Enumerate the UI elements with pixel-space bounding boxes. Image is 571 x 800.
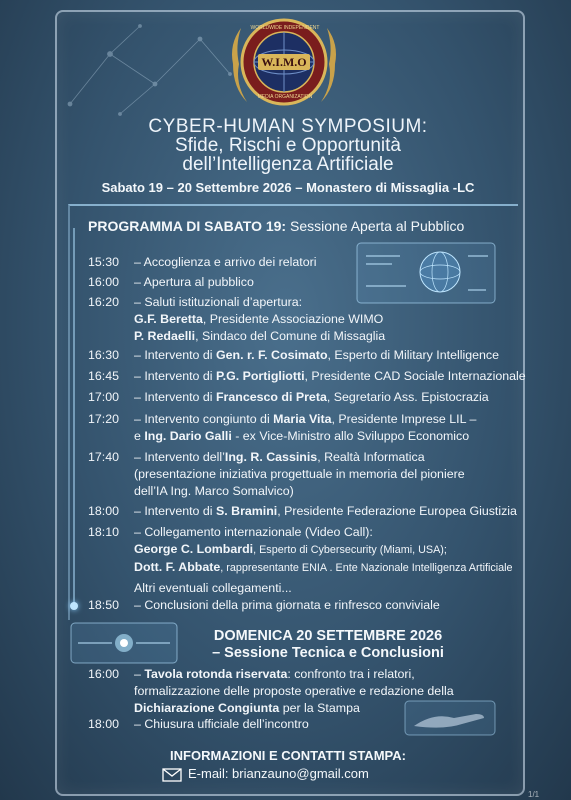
timeline-dot xyxy=(70,602,78,610)
row-text xyxy=(134,503,517,520)
schedule-row-1740 xyxy=(88,449,465,500)
schedule-row-1810 xyxy=(88,524,513,599)
schedule-row-1645 xyxy=(88,368,526,385)
speaker-role: , Presidente Imprese LIL – xyxy=(331,412,477,426)
email-text[interactable]: E-mail: brianzauno@gmail.com xyxy=(188,766,369,781)
speaker-name: Maria Vita xyxy=(273,412,332,426)
digital-brain-icon xyxy=(70,622,178,664)
speaker-role: , Esperto di Military Intelligence xyxy=(327,348,499,362)
row-time: 17:20 xyxy=(88,412,120,426)
sunday-subheading: – Sessione Tecnica e Conclusioni xyxy=(212,645,444,661)
row-text xyxy=(134,347,499,364)
title-line-1: CYBER-HUMAN SYMPOSIUM: xyxy=(148,116,428,137)
schedule-row-1850 xyxy=(88,597,440,614)
row-time: 16:20 xyxy=(88,295,120,309)
row-prefix: – Intervento di xyxy=(134,348,216,362)
row-prefix: e xyxy=(134,429,145,443)
row-time: 16:30 xyxy=(88,348,120,362)
row-prefix: – Intervento congiunto di xyxy=(134,412,274,426)
saturday-heading-sub: Sessione Aperta al Pubblico xyxy=(286,218,465,234)
speaker-name: P.G. Portigliotti xyxy=(215,369,305,383)
row-time: 18:00 xyxy=(88,504,120,518)
row-time: 17:40 xyxy=(88,450,120,464)
schedule-row-sunday-1800 xyxy=(88,716,309,733)
row-time: 16:45 xyxy=(88,369,120,383)
row-prefix: – xyxy=(134,667,145,681)
speaker-name: Gen. r. F. Cosimato xyxy=(215,348,328,362)
row-text: – Accoglienza e arrivo dei relatori xyxy=(134,255,317,269)
schedule-row-1530 xyxy=(88,254,317,271)
row-text-line1: – Saluti istituzionali d’apertura: xyxy=(134,295,303,309)
row-text: – Apertura al pubblico xyxy=(134,275,254,289)
row-note: per la Stampa xyxy=(279,701,360,715)
speaker-role: , Segretario Ass. Epistocrazia xyxy=(326,390,489,404)
speaker-role: , Presidente Federazione Europea Giustizia xyxy=(277,504,517,518)
schedule-row-1600 xyxy=(88,274,254,291)
schedule-row-1700 xyxy=(88,389,489,406)
row-prefix: – Intervento di xyxy=(134,504,216,518)
speaker-name: George C. Lombardi xyxy=(134,542,254,556)
row-time: 16:00 xyxy=(88,667,120,681)
schedule-row-1720 xyxy=(88,411,476,445)
row-time: 18:50 xyxy=(88,598,120,612)
schedule-row-sunday-1600 xyxy=(88,666,454,717)
schedule-row-1630 xyxy=(88,347,499,364)
row-prefix: – Intervento dell’ xyxy=(134,450,225,464)
row-text xyxy=(134,524,513,599)
envelope-icon xyxy=(162,768,182,782)
row-prefix: – Intervento di xyxy=(134,369,216,383)
row-text xyxy=(134,449,465,500)
contact-heading: INFORMAZIONI E CONTATTI STAMPA: xyxy=(170,748,406,763)
row-text xyxy=(134,368,526,385)
row-text xyxy=(134,389,489,406)
row-text: – Chiusura ufficiale dell’incontro xyxy=(134,717,309,731)
speaker-role: , rappresentante ENIA . Ente Nazionale Intelligenza Artificiale xyxy=(220,562,513,574)
session-title: Tavola rotonda riservata xyxy=(144,667,288,681)
row-time: 16:00 xyxy=(88,275,120,289)
speaker-name: Dott. F. Abbate xyxy=(134,560,221,574)
speaker-name: S. Bramini xyxy=(215,504,278,518)
speaker-role: , Presidente Associazione WIMO xyxy=(202,312,384,326)
row-time: 15:30 xyxy=(88,255,120,269)
row-note: Altri eventuali collegamenti... xyxy=(134,581,292,595)
event-date-place: Sabato 19 – 20 Settembre 2026 – Monastero di Missaglia -LC xyxy=(101,180,475,195)
contact-email[interactable] xyxy=(162,766,369,782)
row-note: dell’IA Ing. Marco Somalvico) xyxy=(134,484,294,498)
speaker-role: - ex Vice-Ministro allo Sviluppo Economico xyxy=(231,429,470,443)
timeline-line xyxy=(73,228,75,608)
speaker-name: Ing. Dario Galli xyxy=(144,429,232,443)
row-time: 18:10 xyxy=(88,525,120,539)
logo-name: W.I.M.O xyxy=(261,55,307,69)
robot-hand-icon xyxy=(404,700,496,736)
row-note: formalizzazione delle proposte operative e redazione della xyxy=(134,684,454,698)
schedule-row-1620 xyxy=(88,294,385,345)
speaker-name: Francesco di Preta xyxy=(215,390,327,404)
title-line-3: dell’Intelligenza Artificiale xyxy=(182,154,394,175)
sunday-heading: DOMENICA 20 SETTEMBRE 2026 xyxy=(213,628,443,644)
row-prefix: – Intervento di xyxy=(134,390,216,404)
speaker-role: , Esperto di Cybersecurity (Miami, USA); xyxy=(253,544,447,556)
speaker-role: , Realtà Informatica xyxy=(317,450,425,464)
row-note: : confronto tra i relatori, xyxy=(287,667,415,681)
speaker-role: , Sindaco del Comune di Missaglia xyxy=(195,329,386,343)
session-title: Dichiarazione Congiunta xyxy=(134,701,280,715)
speaker-role: , Presidente CAD Sociale Internazionale xyxy=(304,369,526,383)
speaker-name: Ing. R. Cassinis xyxy=(224,450,318,464)
logo-top-text: WORLDWIDE INDEPENDENT xyxy=(250,25,320,31)
schedule-row-1800 xyxy=(88,503,517,520)
row-text xyxy=(134,411,476,445)
saturday-heading xyxy=(88,218,464,234)
title-line-2: Sfide, Rischi e Opportunità xyxy=(174,135,401,156)
saturday-heading-bold: PROGRAMMA DI SABATO 19: xyxy=(88,218,287,234)
row-text: – Conclusioni della prima giornata e rinfresco conviviale xyxy=(134,598,440,612)
row-text xyxy=(134,294,385,345)
row-note: (presentazione iniziativa progettuale in memoria del pioniere xyxy=(134,467,465,481)
speaker-name: G.F. Beretta xyxy=(134,312,203,326)
speaker-name: P. Redaelli xyxy=(134,329,196,343)
row-time: 18:00 xyxy=(88,717,120,731)
row-time: 17:00 xyxy=(88,390,120,404)
page-indicator: 1/1 xyxy=(528,790,540,799)
logo-bottom-text: MEDIA ORGANIZATION xyxy=(257,94,313,100)
row-text-line1: – Collegamento internazionale (Video Call): xyxy=(134,525,373,539)
